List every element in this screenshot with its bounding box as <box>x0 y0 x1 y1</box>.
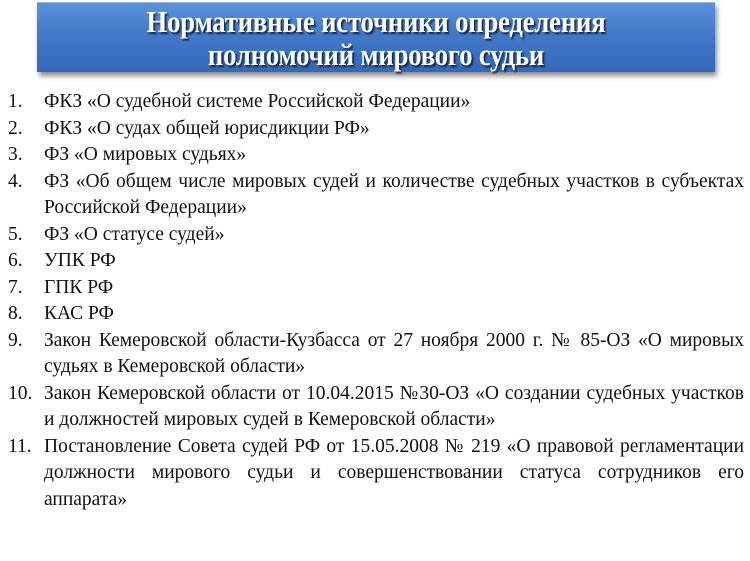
item-number: 5. <box>8 223 23 245</box>
list-item <box>0 301 750 328</box>
item-number: 1. <box>8 91 23 112</box>
item-number: 9. <box>8 329 23 351</box>
list-item <box>0 328 750 381</box>
item-number: 3. <box>8 144 23 165</box>
item-number: 7. <box>8 276 23 298</box>
slide-title <box>37 5 715 71</box>
item-number: 8. <box>8 303 23 324</box>
list-item <box>0 248 750 275</box>
item-text: Закон Кемеровской области от 10.04.2015 №30-ОЗ «О создании судебных участков и должностей мировых судей в Кемеровской области» <box>44 382 744 430</box>
list-item <box>0 381 750 434</box>
list-item <box>0 89 750 116</box>
sources-list <box>0 89 750 513</box>
item-number: 2. <box>8 117 23 139</box>
item-number: 11. <box>8 435 32 457</box>
item-number: 4. <box>8 170 23 192</box>
item-text: Закон Кемеровской области-Кузбасса от 27 ноября 2000 г. № 85-ОЗ «О мировых судьях в Кемеровской области» <box>44 329 744 377</box>
item-text: ФЗ «О статусе судей» <box>44 223 225 245</box>
item-text: ГПК РФ <box>44 276 114 298</box>
list-item <box>0 434 750 514</box>
item-number: 10. <box>8 382 33 404</box>
item-text: ФКЗ «О судах общей юрисдикции РФ» <box>44 117 370 139</box>
item-text: ФЗ «О мировых судьях» <box>44 144 247 165</box>
list-item <box>0 169 750 222</box>
item-text: ФЗ «Об общем числе мировых судей и количестве судебных участков в субъектах Российской Федерации» <box>44 170 744 218</box>
title-banner <box>37 2 715 72</box>
item-number: 6. <box>8 250 23 271</box>
list-item <box>0 116 750 143</box>
list-item <box>0 275 750 302</box>
title-line-2: полномочий мирового судьи <box>207 37 545 72</box>
list-item <box>0 222 750 249</box>
item-text: ФКЗ «О судебной системе Российской Федерации» <box>44 91 471 112</box>
item-text: УПК РФ <box>44 250 116 271</box>
item-text: Постановление Совета судей РФ от 15.05.2008 № 219 «О правовой регламентации должности мирового судьи и совершенствовании статуса сотрудников его аппарата» <box>44 435 744 510</box>
list-item <box>0 142 750 169</box>
item-text: КАС РФ <box>44 303 114 324</box>
title-line-1: Нормативные источники определения <box>146 4 606 39</box>
